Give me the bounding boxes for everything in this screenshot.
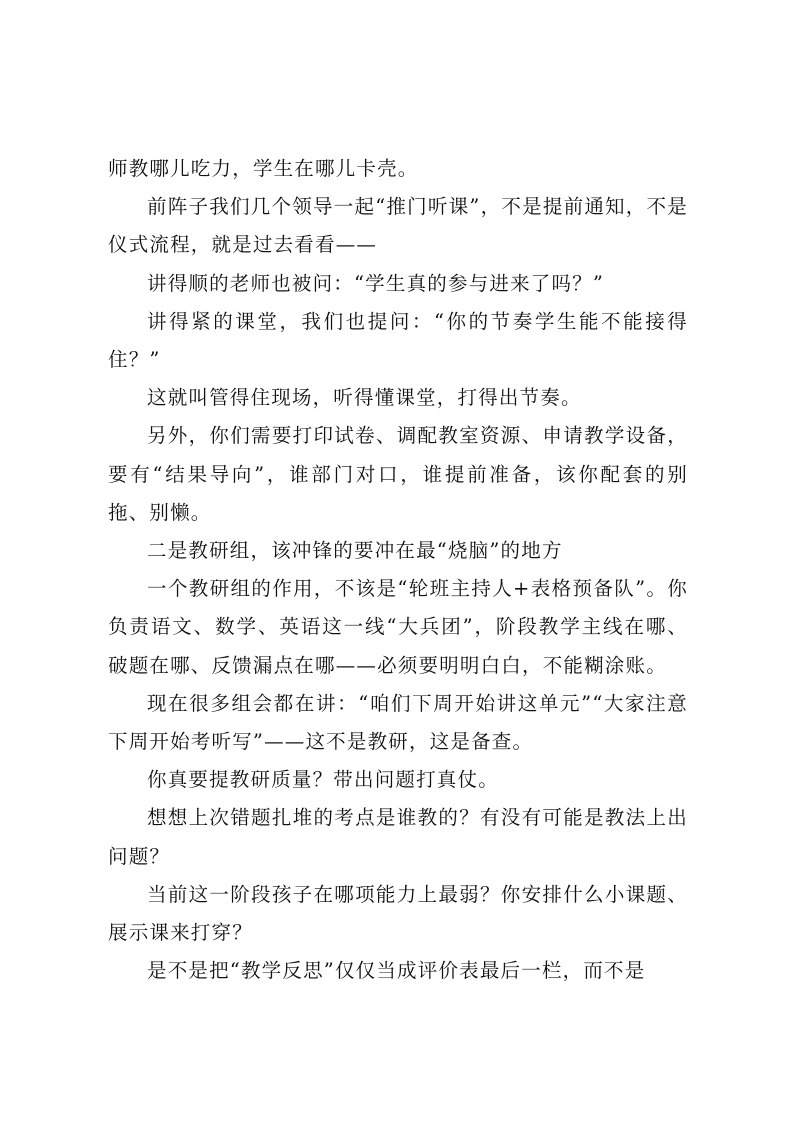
paragraph: 想想上次错题扎堆的考点是谁教的？有没有可能是教法上出问题？ xyxy=(108,806,688,868)
paragraph: 前阵子我们几个领导一起“推门听课”，不是提前通知，不是仪式流程，就是过去看看—— xyxy=(108,195,688,257)
paragraph: 讲得顺的老师也被问：“学生真的参与进来了吗？” xyxy=(147,271,605,295)
paragraph: 当前这一阶段孩子在哪项能力上最弱？你安排什么小课题、展示课来打穿？ xyxy=(108,882,688,945)
paragraph: 现在很多组会都在讲：“咱们下周开始讲这单元”“大家注意下周开始考听写”——这不是教研，这是备查。 xyxy=(108,691,688,754)
paragraph: 你真要提教研质量？带出问题打真仗。 xyxy=(147,768,499,792)
section-heading: 二是教研组，该冲锋的要冲在最“烧脑”的地方 xyxy=(147,539,563,563)
paragraph: 是不是把“教学反思”仅仅当成评价表最后一栏，而不是 xyxy=(147,959,646,983)
paragraph: 一个教研组的作用，不该是“轮班主持人+表格预备队”。你负责语文、数学、英语这一线“大兵团”，阶段教学主线在哪、破题在哪、反馈漏点在哪——必须要明明白白，不能糊涂账。 xyxy=(108,577,688,677)
paragraph: 讲得紧的课堂，我们也提问：“你的节奏学生能不能接得住？” xyxy=(108,309,688,372)
paragraph: 师教哪儿吃力，学生在哪儿卡壳。 xyxy=(108,157,419,180)
paragraph: 另外，你们需要打印试卷、调配教室资源、申请教学设备，要有“结果导向”，谁部门对口，谁提前准备，该你配套的别拖、别懒。 xyxy=(108,424,688,524)
document-body xyxy=(108,150,688,990)
paragraph: 这就叫管得住现场，听得懂课堂，打得出节奏。 xyxy=(147,386,582,410)
